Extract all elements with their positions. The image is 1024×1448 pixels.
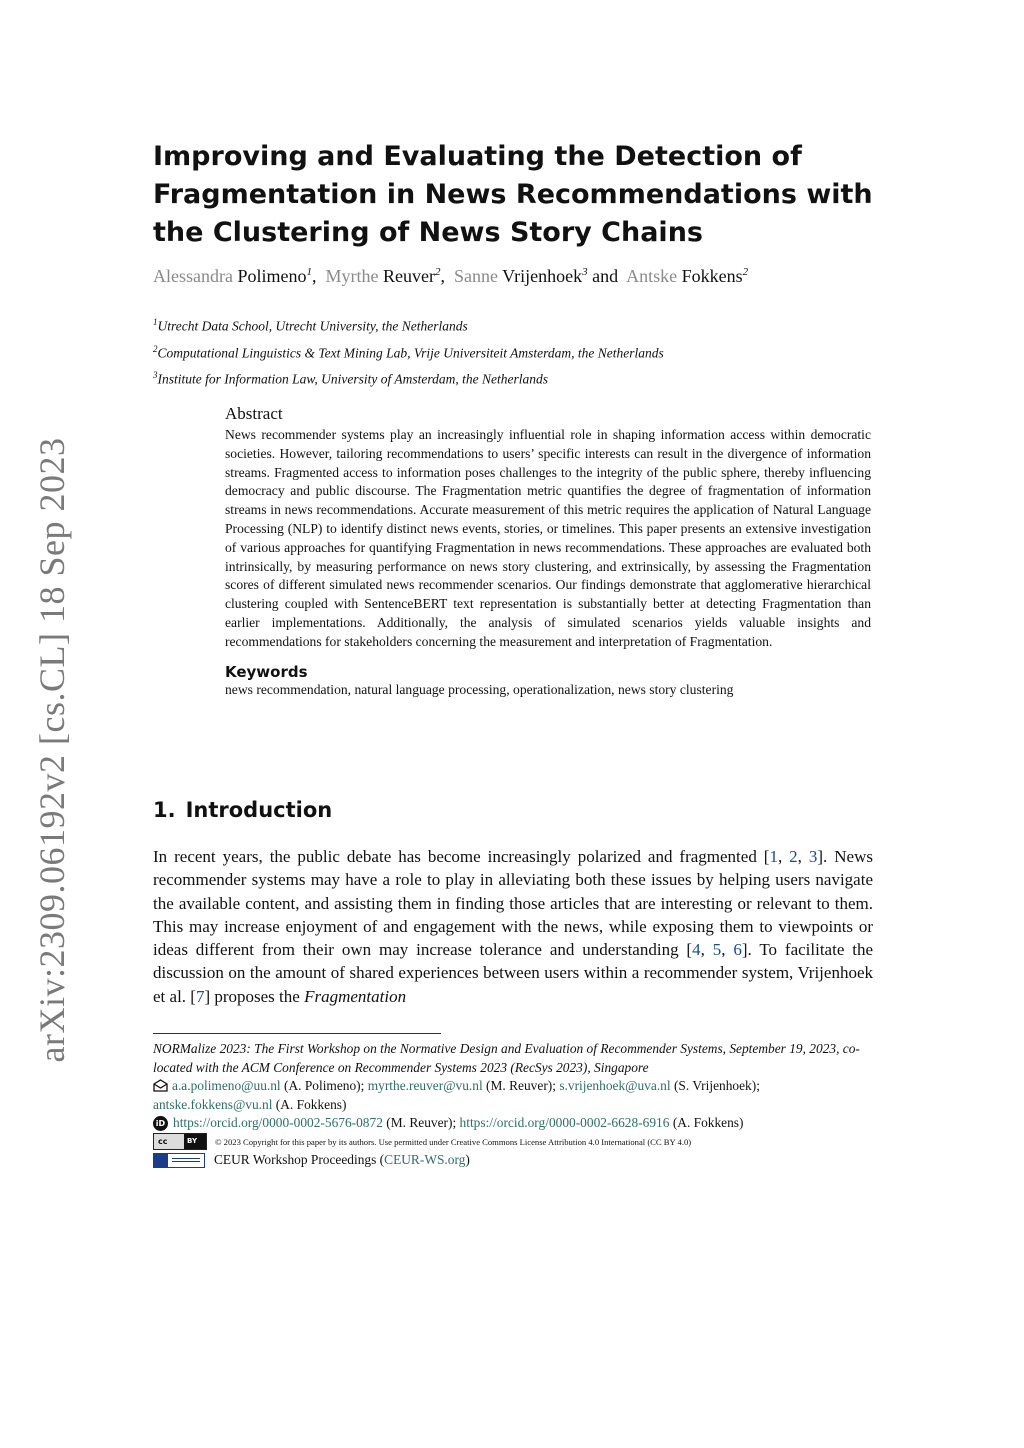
abstract-text: News recommender systems play an increasingly influential role in shaping information access within democratic societies. However, tailoring recommendations to users’ specific interests can result in the divergence of information streams. Fragmented access to information poses challenges to the integrity of the public sphere, thereby influencing democracy and public discourse. The Fragmentation metric quantifies the degree of fragmentation of information streams in news recommendations. Accurate measurement of this metric requires the application of Natural Language Processing (NLP) to identify distinct news events, stories, or timelines. This paper presents an extensive investigation of various approaches for quantifying Fragmentation in news recommendations. These approaches are evaluated both intrinsically, by measuring performance on news story clustering, and extrinsically, by assessing the Fragmentation scores of different simulated news recommender scenarios. Our findings demonstrate that agglomerative hierarchical clustering coupled with SentenceBERT text representation is substantially better at detecting Fragmentation than earlier implementations. Additionally, the analysis of simulated scenarios yields valuable insights and recommendations for stakeholders concerning the measurement and interpretation of Fragmentation. (225, 427, 871, 649)
ceur-logo-icon (153, 1153, 205, 1168)
author: Antske Fokkens$^2$ (626, 266, 749, 286)
emphasized-term: Fragmentation (304, 986, 407, 1006)
citation-link[interactable]: 1 (769, 847, 778, 866)
abstract-heading: Abstract (225, 404, 283, 423)
affiliation: $^1$Utrecht Data School, Utrecht University, the Netherlands (153, 317, 468, 334)
citation-link[interactable]: 3 (808, 847, 818, 866)
author: Myrthe Reuver$^2$ (325, 266, 441, 286)
section-title: Introduction (185, 798, 333, 822)
affiliation-list (153, 311, 873, 391)
email-link[interactable]: s.vrijenhoek@uva.nl (559, 1078, 671, 1093)
cc-by-icon: cc BY (153, 1133, 207, 1150)
citation-link[interactable]: 4 (692, 940, 701, 960)
section-number: 1. (153, 798, 176, 822)
citation-link[interactable]: 5 (712, 940, 722, 960)
arxiv-identifier: arXiv:2309.06192v2 [cs.CL] 18 Sep 2023 (32, 437, 72, 1063)
copyright-text: © 2023 Copyright for this paper by its authors. Use permitted under Creative Commons License Attribution 4.0 International (CC BY 4.0) (215, 1136, 692, 1147)
envelope-icon (153, 1079, 168, 1092)
keywords-text: news recommendation, natural language processing, operationalization, news story clustering (225, 681, 734, 697)
introduction-paragraph: In recent years, the public debate has become increasingly polarized and fragmented [1, 2, 3]. News recommender systems may have a role to play in alleviating both these issues by helping users navigate the available content, and assisting them in finding those articles that are interesting or relevant to them. This may increase enjoyment of and engagement with the news, while exposing them to viewpoints or ideas different from their own may increase tolerance and understanding [4, 5, 6]. To facilitate the discussion on the amount of shared experiences between users within a recommender system, Vrijenhoek et al. [7] proposes the Fragmentation (153, 847, 874, 1006)
author-conjunction: and (592, 266, 619, 286)
email-link[interactable]: myrthe.reuver@vu.nl (367, 1078, 483, 1093)
orcid-link[interactable]: https://orcid.org/0000-0002-6628-6916 (459, 1115, 670, 1130)
license-line (153, 1133, 873, 1152)
citation-link[interactable]: 2 (789, 847, 798, 866)
affiliation: $^3$Institute for Information Law, University of Amsterdam, the Netherlands (153, 370, 548, 387)
keywords-heading: Keywords (225, 662, 308, 681)
orcid-icon: iD (153, 1116, 168, 1131)
email-link[interactable]: a.a.polimeno@uu.nl (172, 1078, 281, 1093)
venue-note: NORMalize 2023: The First Workshop on the Normative Design and Evaluation of Recommender Systems, September 19, 2023, co-located with the ACM Conference on Recommender Systems 2023 (RecSys 2023), Singapore (153, 1041, 860, 1075)
email-line: a.a.polimeno@uu.nl (A. Polimeno); myrthe.reuver@vu.nl (M. Reuver); s.vrijenhoek@uva.nl (S. Vrijenhoek); antske.fokkens@vu.nl (A. Fokkens) (153, 1078, 760, 1112)
author: Sanne Vrijenhoek$^3$ (453, 266, 588, 286)
author-list: Alessandra Polimeno$^1$, Myrthe Reuver$^2$, Sanne Vrijenhoek$^3$ and Antske Fokkens$^2$ (153, 266, 749, 286)
orcid-link[interactable]: https://orcid.org/0000-0002-5676-0872 (173, 1115, 383, 1130)
paper-title: Improving and Evaluating the Detection of Fragmentation in News Recommendations with the Clustering of News Story Chains (153, 141, 873, 248)
section-heading (153, 798, 332, 822)
orcid-line: iD https://orcid.org/0000-0002-5676-0872 (M. Reuver); https://orcid.org/0000-0002-6628-6916 (A. Fokkens) (153, 1114, 873, 1133)
email-link[interactable]: antske.fokkens@vu.nl (153, 1096, 273, 1112)
ceur-link[interactable]: CEUR-WS.org (384, 1152, 466, 1167)
ceur-line: CEUR Workshop Proceedings ( CEUR-WS.org ) (153, 1151, 873, 1170)
citation-link[interactable]: 7 (195, 986, 205, 1006)
footnote-divider (153, 1033, 441, 1034)
footnote-block (153, 1040, 873, 1170)
abstract-section (225, 404, 871, 699)
author: Alessandra Polimeno$^1$ (153, 266, 312, 286)
affiliation: $^2$Computational Linguistics & Text Mining Lab, Vrije Universiteit Amsterdam, the Netherlands (153, 343, 664, 360)
citation-link[interactable]: 6 (733, 940, 742, 960)
